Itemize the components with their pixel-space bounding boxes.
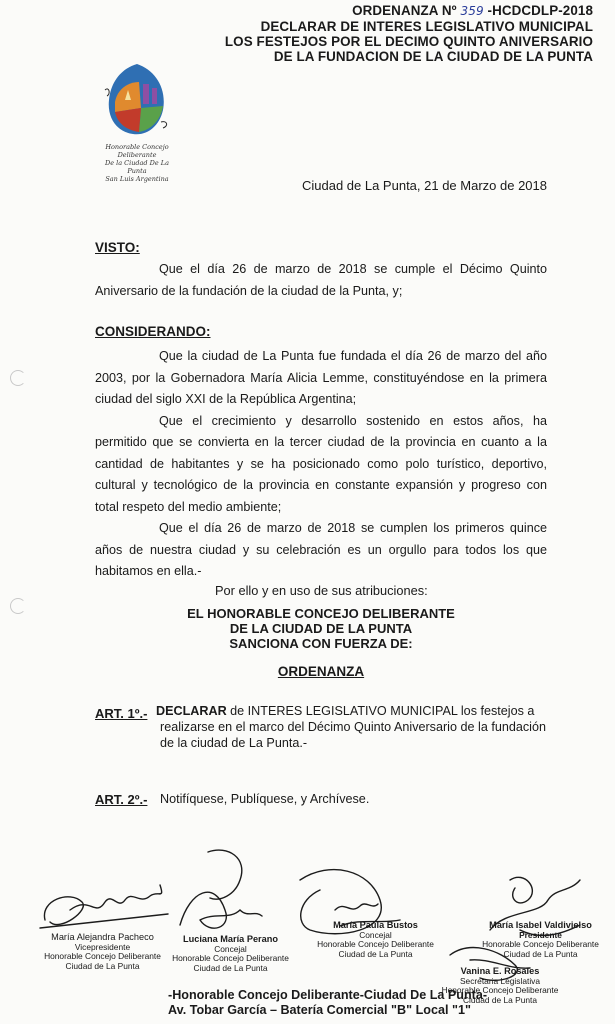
header-line-2: DECLARAR DE INTERES LEGISLATIVO MUNICIPAL [260, 19, 593, 34]
visto-text: Que el día 26 de marzo de 2018 se cumple el Décimo Quinto Aniversario de la fundación de la ciudad de la Punta, y; [95, 262, 547, 298]
ordinance-prefix: ORDENANZA Nº [352, 3, 457, 18]
signatory-name: María Isabel Valdivielso [489, 920, 592, 930]
binder-hole-mark [10, 598, 26, 614]
council-logo-icon [97, 60, 177, 140]
article-1-text [156, 703, 546, 751]
signature-block-pacheco [30, 932, 175, 971]
ordinance-suffix: -HCDCDLP-2018 [487, 3, 593, 18]
signature-block-bustos [308, 920, 443, 959]
footer-line-2: Av. Tobar García – Batería Comercial "B" Local "1" [168, 1003, 471, 1017]
visto-heading: VISTO: [95, 240, 140, 255]
article-2-text: Notifíquese, Publíquese, y Archívese. [160, 792, 370, 806]
signatory-role: Concejal [359, 929, 392, 940]
date-line: Ciudad de La Punta, 21 de Marzo de 2018 [301, 178, 547, 193]
document-footer [168, 988, 487, 1018]
sanction-line-3: SANCIONA CON FUERZA DE: [229, 636, 413, 651]
sanction-line-2: DE LA CIUDAD DE LA PUNTA [229, 621, 413, 636]
considerando-paragraph-2: Que el crecimiento y desarrollo sostenido en estos años, ha permitido que se convierta en la tercer ciudad de la provincia en cuanto a la cantidad de habitantes y se ha posicionado como polo turístico, deportivo, cultural y tecnológico de la provincia en constante expansión y progreso con total respeto del medio ambiente; [95, 413, 547, 514]
signatory-role: Vicepresidente [74, 941, 131, 952]
logo-text-line-2: De la Ciudad De La Punta [105, 159, 169, 175]
signatory-role: Concejal [214, 943, 247, 954]
signatory-city: Ciudad de La Punta [503, 948, 578, 959]
article-1-text-rest: realizarse en el marco del Décimo Quinto Aniversario de la fundación de la ciudad de La Punta.- [160, 720, 546, 750]
article-1-text-line-1: de INTERES LEGISLATIVO MUNICIPAL los festejos a [230, 704, 535, 718]
sanction-line-1: EL HONORABLE CONCEJO DELIBERANTE [187, 606, 455, 621]
signatory-institution: Honorable Concejo Deliberante [172, 953, 289, 963]
logo-text-line-1: Honorable Concejo Deliberante [105, 143, 169, 159]
considerando-heading: CONSIDERANDO: [95, 324, 211, 339]
document-header [225, 3, 593, 64]
signatory-city: Ciudad de La Punta [65, 960, 140, 971]
signatory-city: Ciudad de La Punta [338, 948, 413, 959]
ordinance-number: 359 [460, 4, 484, 18]
signatory-institution: Honorable Concejo Deliberante [441, 985, 559, 995]
attributions-line: Por ello y en uso de sus atribuciones: [215, 583, 428, 598]
sanction-block [95, 606, 547, 651]
signatory-city: Ciudad de La Punta [193, 962, 268, 973]
signatory-institution: Honorable Concejo Deliberante [317, 939, 434, 949]
signatory-name: Vanina E. Rosales [460, 966, 540, 976]
header-line-3: LOS FESTEJOS POR EL DECIMO QUINTO ANIVERSARIO [224, 34, 593, 49]
signature-block-perano [168, 934, 293, 973]
signatory-role: Secretaria Legislativa [459, 975, 541, 986]
signatory-name: María Alejandra Pacheco [51, 932, 154, 942]
article-1-label: ART. 1º.- [95, 706, 148, 721]
signatory-city: Ciudad de La Punta [462, 994, 538, 1005]
signatory-role: Presidente [519, 929, 562, 940]
article-1-verb: DECLARAR [156, 704, 227, 718]
signatory-institution: Honorable Concejo Deliberante [482, 939, 599, 949]
considerando-paragraph-1: Que la ciudad de La Punta fue fundada el día 26 de marzo del año 2003, por la Gobernadora María Alicia Lemme, constituyéndose en la primera ciudad del siglo XXI de la República Argentina; [95, 349, 547, 406]
signatory-institution: Honorable Concejo Deliberante [44, 951, 161, 961]
binder-hole-mark [10, 370, 26, 386]
article-2-label: ART. 2º.- [95, 792, 148, 807]
ordinance-number-line [225, 3, 593, 19]
considerando-paragraph-3: Que el día 26 de marzo de 2018 se cumplen los primeros quince años de nuestra ciudad y su celebración es un orgullo para todos los que habitamos en ella.- [95, 521, 547, 578]
logo-text-line-3: San Luis Argentina [105, 175, 169, 183]
ordenanza-title: ORDENANZA [277, 664, 365, 679]
header-line-4: DE LA FUNDACION DE LA CIUDAD DE LA PUNTA [273, 49, 593, 64]
signatory-name: Luciana María Perano [183, 934, 278, 944]
footer-line-1: -Honorable Concejo Deliberante-Ciudad De La Punta- [168, 988, 488, 1002]
signatory-name: María Paula Bustos [333, 920, 418, 930]
signature-block-valdivielso [478, 920, 603, 959]
considerando-body [95, 346, 547, 583]
council-logo [97, 60, 177, 183]
